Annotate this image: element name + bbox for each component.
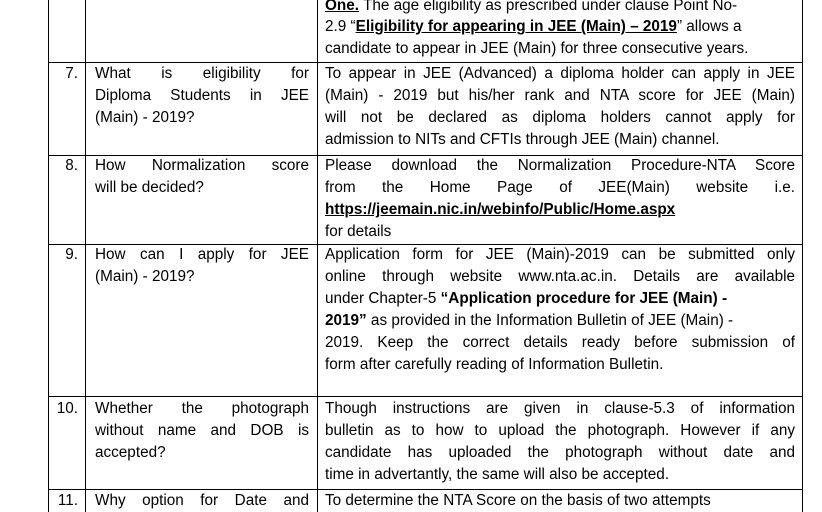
answer-line: from the Home Page of JEE(Main) website i.e.: [325, 179, 795, 196]
row-separator: [48, 62, 803, 63]
row-number: 7.: [65, 65, 78, 82]
row-number: 9.: [65, 246, 78, 263]
question-line: What is eligibility for: [95, 65, 309, 82]
answer-line: candidate to appear in JEE (Main) for three consecutive years.: [325, 40, 749, 57]
row-separator: [48, 244, 803, 245]
answer-line: (Main) - 2019 but his/her rank and NTA score for JEE (Main): [325, 87, 795, 104]
answer-line: One. The age eligibility as prescribed under clause Point No-: [325, 0, 738, 14]
answer-line: for details: [325, 223, 392, 240]
question-line: accepted?: [95, 444, 166, 461]
question-line: will be decided?: [95, 179, 204, 196]
answer-line: Though instructions are given in clause-5.3 of information: [325, 400, 795, 417]
answer-line: candidate has uploaded the photograph without date and: [325, 444, 795, 461]
row-separator: [48, 489, 803, 490]
row-number: 11.: [57, 492, 78, 509]
table-divider-question: [317, 0, 318, 512]
row-number: 8.: [65, 157, 78, 174]
question-line: How can I apply for JEE: [95, 246, 309, 263]
row-separator: [48, 155, 803, 156]
website-link[interactable]: https://jeemain.nic.in/webinfo/Public/Home.aspx: [325, 201, 676, 218]
answer-line: To determine the NTA Score on the basis of two attempts: [325, 492, 711, 509]
answer-line: bulletin as to how to upload the photograph. However if any: [325, 422, 795, 439]
answer-line: To appear in JEE (Advanced) a diploma holder can apply in JEE: [325, 65, 795, 82]
answer-line: Please download the Normalization Procedure-NTA Score: [325, 157, 795, 174]
answer-line: will not be declared as diploma holders cannot apply for: [325, 109, 795, 126]
question-line: (Main) - 2019?: [95, 268, 195, 285]
question-line: Whether the photograph: [95, 400, 309, 417]
question-line: Why option for Date and: [95, 492, 309, 509]
answer-line: online through website www.nta.ac.in. Details are available: [325, 268, 795, 285]
question-line: How Normalization score: [95, 157, 309, 174]
row-number: 10.: [56, 400, 78, 417]
answer-line: under Chapter-5 “Application procedure for JEE (Main) -: [325, 290, 728, 307]
answer-line: 2019. Keep the correct details ready before submission of: [325, 334, 795, 351]
row-separator: [48, 396, 803, 397]
answer-line: 2.9 “Eligibility for appearing in JEE (Main) – 2019” allows a: [325, 18, 742, 35]
table-divider-number: [85, 0, 86, 512]
answer-line: form after carefully reading of Information Bulletin.: [325, 356, 664, 373]
answer-line: Application form for JEE (Main)-2019 can be submitted only: [325, 246, 795, 263]
question-line: Diploma Students in JEE: [95, 87, 309, 104]
question-line: (Main) - 2019?: [95, 109, 195, 126]
table-border-right: [802, 0, 803, 512]
answer-line: time in advertantly, the same will also be accepted.: [325, 466, 670, 483]
question-line: without name and DOB is: [95, 422, 309, 439]
answer-line: 2019” as provided in the Information Bulletin of JEE (Main) -: [325, 312, 734, 329]
answer-line: admission to NITs and CFTIs through JEE (Main) channel.: [325, 131, 720, 148]
